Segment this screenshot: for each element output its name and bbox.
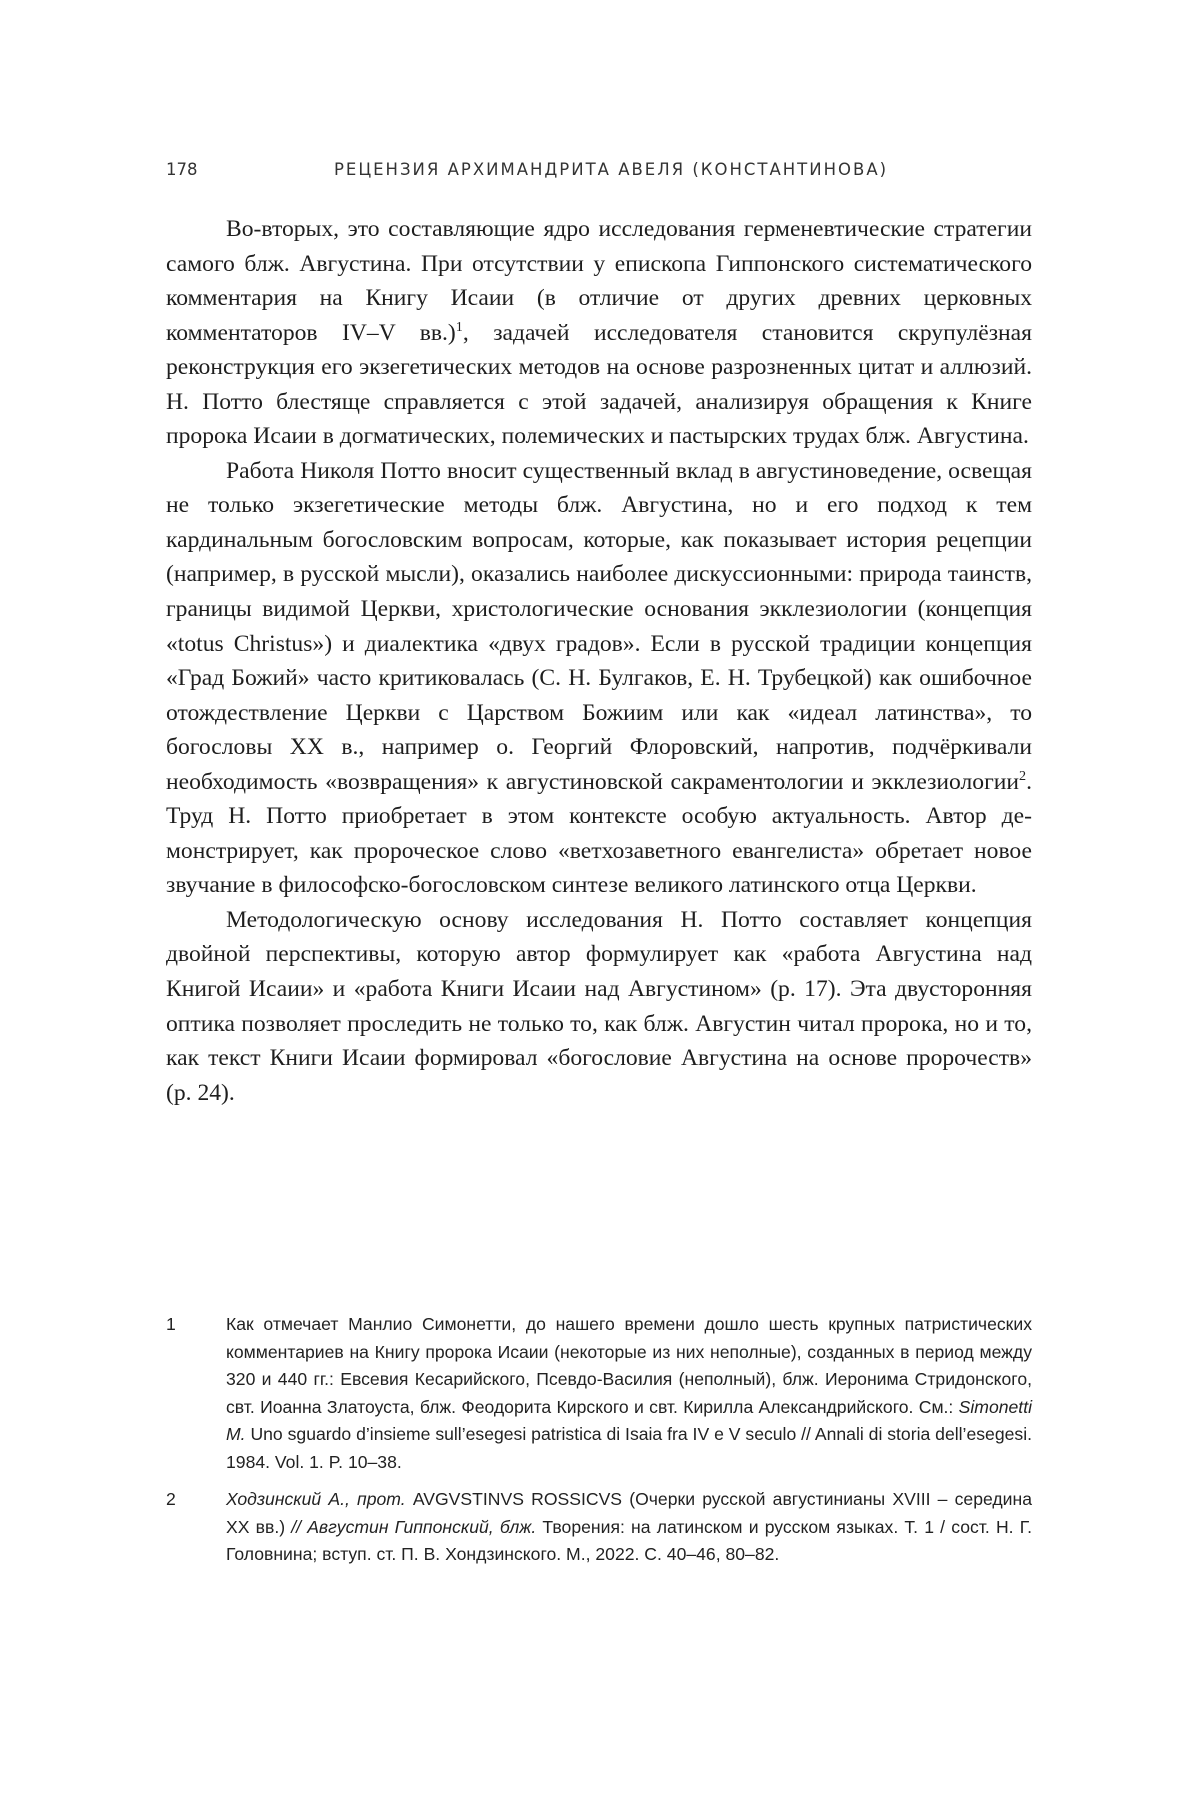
paragraph-1	[166, 212, 1032, 454]
footnote-2-source: // Августин Гиппонский, блж.	[291, 1516, 537, 1537]
footnote-number: 2	[166, 1489, 176, 1509]
paragraph-1-text-a: Во-вторых, это составляющие ядро исследования герменевтические стратегии самого блж. Августина. При отсутствии у епископа Гиппонского систематического комментария на Книгу Исаии (в отличие от других древних церковных комментаторов IV–V вв.)	[166, 216, 1032, 346]
footnote-text	[226, 1486, 1032, 1569]
footnote-2-text-b: Творения: на латинском и русском языках. Т. 1 / сост. Н. Г. Головнина; вступ. ст. П. В. Хондзинского. М., 2022. С. 40–46, 80–82.	[226, 1516, 1033, 1564]
paragraph-2-text-a: Работа Николя Потто вносит существенный вклад в августиноведение, освещая не только экзегетические методы блж. Августина, но и его подход к тем кардинальным богословским вопросам, которые, как показывает история рецепции (например, в русской мысли), оказались наиболее дискуссионными: природа таинств, границы видимой Церкви, христологические основания экклезиологии (концепция «totus Christus») и диалектика «двух градов». Если в русской традиции концепция «Град Божий» часто критиковалась (С. Н. Булгаков, Е. Н. Трубецкой) как ошибочное отождествление Церкви с Царством Божиим или как «идеал латинства», то богословы XX в., например о. Георгий Флоровский, напротив, подчёркивали необходимость «возвращения» к августиновской сакраментологии и экклезиологии	[166, 457, 1032, 795]
footnote-ref-2[interactable]: 2	[1019, 767, 1027, 784]
page-number: 178	[166, 160, 198, 179]
footnote-2-author: Ходзинский А., прот.	[226, 1489, 406, 1509]
running-title: РЕЦЕНЗИЯ АРХИМАНДРИТА АВЕЛЯ (КОНСТАНТИНОВА)	[333, 160, 889, 179]
footnote-2-text-a: AVGVSTINVS ROSSICVS (Очерки русской августинианы XVIII – середина XX вв.)	[226, 1489, 1032, 1537]
paragraph-1-text-b: , задачей исследователя становится скрупулёзная реконструкция его экзегетических методов на основе разрозненных цитат и аллюзий. Н. Потто блестяще справляется с этой задачей, анализируя обращения к Книге пророка Исаии в догматических, полемических и пастырских трудах блж. Августина.	[166, 319, 1033, 450]
footnote-ref-1[interactable]: 1	[455, 318, 463, 335]
paragraph-2	[166, 454, 1032, 903]
footnote-1	[166, 1311, 1032, 1476]
footnote-2	[166, 1486, 1032, 1569]
running-head	[166, 160, 1032, 188]
footnote-1-text-b: Uno sguardo d’insieme sull’esegesi patristica di Isaia fra IV e V seculo // Annali di storia dell’esegesi. 1984. Vol. 1. P. 10–38.	[226, 1424, 1032, 1472]
paragraph-2-text-b: . Труд Н. Потто приобретает в этом контексте особую актуальность. Автор демонстрирует, как пророческое слово «ветхозаветного евангелиста» обретает новое звучание в философско-богословском синтезе великого латинского отца Церкви.	[166, 768, 1032, 899]
footnote-1-text-a: Как отмечает Манлио Симонетти, до нашего времени дошло шесть крупных патристических комментариев на Книгу пророка Исаии (некоторые из них неполные), созданных в период между 320 и 440 гг.: Евсевия Кесарийского, Псевдо-Василия (неполный), блж. Иеронима Стридонского, свт. Иоанна Златоуста, блж. Феодорита Кирского и свт. Кирилла Александрийского. См.:	[226, 1314, 1032, 1417]
footnote-text	[226, 1311, 1032, 1476]
paragraph-3: Методологическую основу исследования Н. Потто составляет концепция двойной перспективы, которую автор формулирует как «работа Августина над Книгой Исаии» и «работа Книги Исаии над Августином» (p. 17). Эта двусторонняя оптика позволяет проследить не только то, как блж. Августин читал пророка, но и то, как текст Книги Исаии формировал «богословие Августина на основе пророчеств» (p. 24).	[166, 906, 1032, 1106]
footnote-1-author: Simonetti M.	[226, 1396, 1032, 1444]
footnotes	[166, 1311, 1032, 1579]
body-text	[166, 212, 1032, 1110]
footnote-number: 1	[166, 1314, 176, 1334]
